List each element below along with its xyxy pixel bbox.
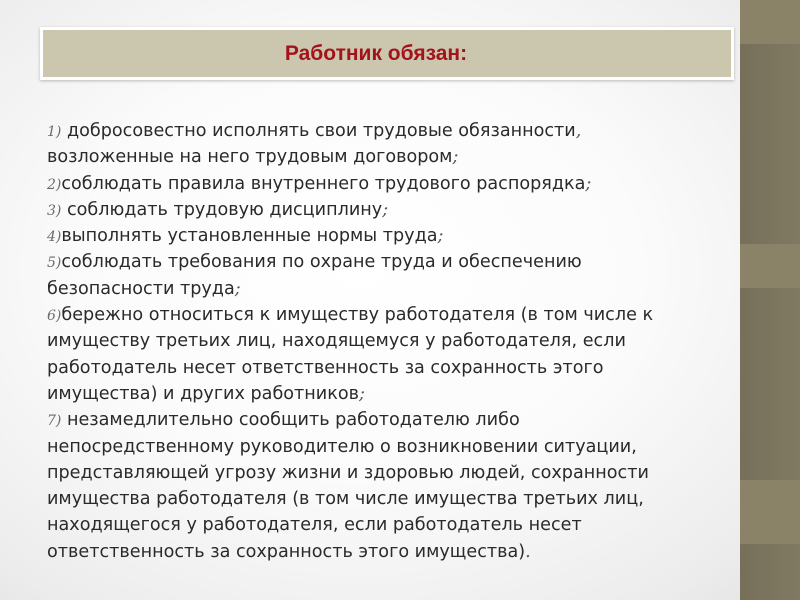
list-line (47, 118, 727, 144)
item-text: добросовестно исполнять свои трудовые обязанности (61, 121, 576, 141)
item-text: непосредственному руководителю о возникновении ситуации, (47, 436, 637, 457)
list-line (47, 223, 727, 249)
list-line (47, 512, 727, 538)
sidebar-tab-middle (740, 244, 800, 288)
item-text: возложенные на него трудовым договором (47, 147, 453, 168)
item-text: соблюдать правила внутреннего трудового распорядка (61, 173, 586, 194)
item-text: имущества) и других работников (47, 383, 360, 404)
list-line (47, 276, 727, 302)
list-line (47, 486, 727, 512)
item-text: имущества работодателя (в том числе имущества третьих лиц, (47, 489, 644, 510)
item-text: находящегося у работодателя, если работодатель несет (47, 515, 582, 536)
item-text: выполнять установленные нормы труда (61, 226, 438, 247)
sidebar-tab-top (740, 0, 800, 44)
item-punctuation: ; (382, 199, 389, 220)
item-punctuation: ; (585, 173, 592, 194)
item-number: 1) (47, 124, 62, 140)
list-line (47, 171, 727, 197)
list-line (47, 328, 727, 354)
list-line (47, 381, 727, 407)
item-punctuation: , (575, 121, 582, 141)
item-number: 4) (47, 229, 62, 246)
item-punctuation: ; (359, 383, 365, 404)
item-text: соблюдать требования по охране труда и обеспечению (61, 252, 582, 273)
item-text: представляющей угрозу жизни и здоровью людей, сохранности (47, 462, 649, 483)
item-number: 5) (47, 255, 62, 272)
list-line (47, 197, 727, 223)
duties-list (47, 118, 727, 565)
item-punctuation: ; (437, 226, 444, 247)
list-line (47, 249, 727, 275)
item-number: 6) (47, 308, 62, 325)
item-punctuation: ; (234, 278, 241, 299)
item-number: 7) (47, 413, 62, 430)
item-text: незамедлительно сообщить работодателю либо (61, 410, 520, 431)
item-number: 3) (47, 202, 62, 219)
sidebar-tab-bottom (740, 480, 800, 544)
item-text: имуществу третьих лиц, находящемуся у работодателя, если (47, 331, 626, 352)
item-text: работодатель несет ответственность за сохранность этого (47, 357, 604, 378)
item-punctuation: . (525, 541, 531, 562)
item-text: бережно относиться к имуществу работодателя (в том числе к (61, 305, 654, 326)
list-line (47, 539, 727, 565)
list-line (47, 407, 727, 433)
item-text: безопасности труда (47, 278, 235, 299)
title-bar (40, 27, 734, 80)
item-number: 2) (47, 176, 62, 193)
slide-title: Работник обязан: (284, 41, 468, 65)
list-line (47, 460, 727, 486)
item-text: соблюдать трудовую дисциплину (61, 199, 383, 220)
list-line (47, 355, 727, 381)
list-line (47, 434, 727, 460)
item-text: ответственность за сохранность этого имущества) (47, 541, 526, 562)
item-punctuation: ; (452, 147, 459, 168)
list-line (47, 144, 727, 170)
list-line (47, 302, 727, 328)
